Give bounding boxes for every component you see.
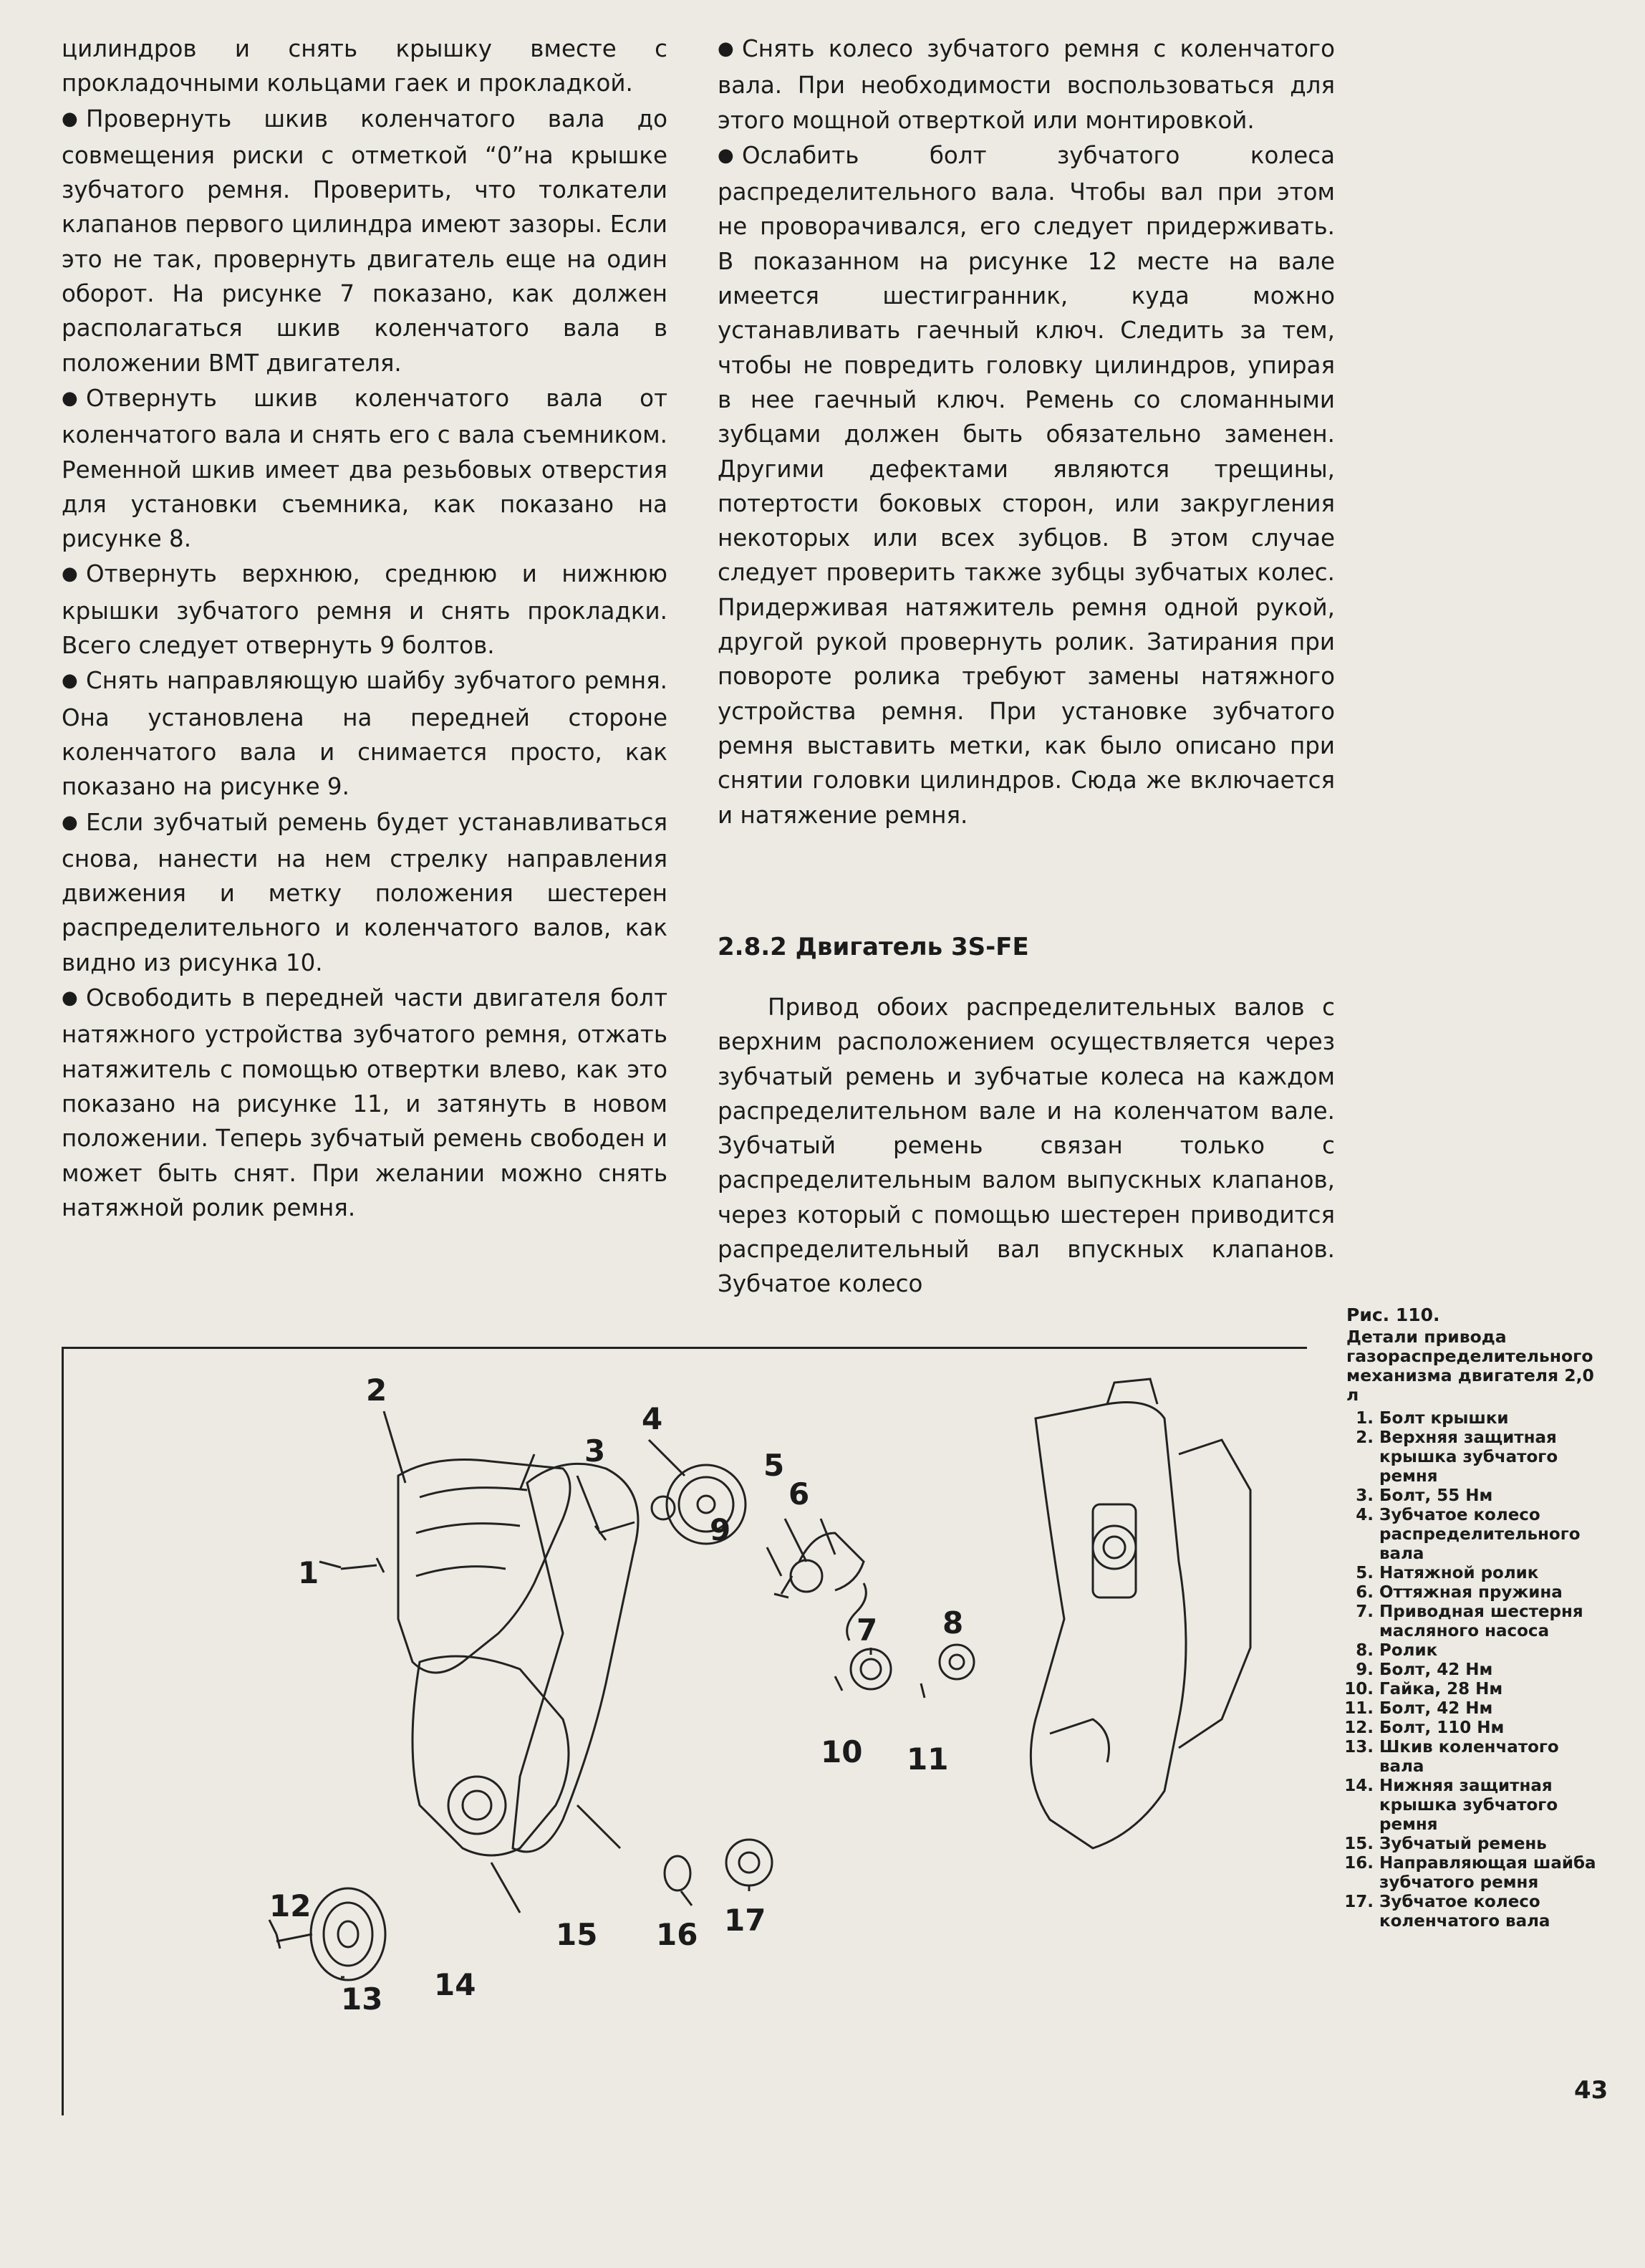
- legend-item: 11. Болт, 42 Нм: [1379, 1699, 1604, 1719]
- callout-17: 17: [724, 1903, 766, 1938]
- bullet-icon: [718, 138, 742, 175]
- page-number: 43: [1574, 2076, 1608, 2105]
- figure-caption: [1346, 1305, 1604, 1931]
- legend-item: 13. Шкив коленчатого вала: [1379, 1738, 1604, 1777]
- section-body: [718, 990, 1335, 1302]
- paragraph-text: Снять направляющую шайбу зубчатого ремня. Она установлена на передней стороне коленчатого вала и снимается просто, как показано на рисунке 9.: [62, 667, 667, 801]
- legend-item: 8. Ролик: [1379, 1641, 1604, 1661]
- left-text-column: [62, 32, 667, 1226]
- callout-5: 5: [763, 1448, 785, 1483]
- legend-item: 7. Приводная шестерня масляного насоса: [1379, 1603, 1604, 1641]
- paragraph: [62, 102, 667, 380]
- bullet-icon: [62, 381, 86, 418]
- bullet-icon: [62, 663, 86, 700]
- legend-item: 16. Направляющая шайба зубчатого ремня: [1379, 1854, 1604, 1893]
- callout-6: 6: [788, 1476, 810, 1512]
- callout-1: 1: [298, 1555, 319, 1590]
- bullet-icon: [62, 102, 86, 138]
- figure-drawing: [62, 1347, 1336, 2120]
- section-heading: 2.8.2 Двигатель 3S-FE: [718, 933, 1029, 961]
- callout-12: 12: [269, 1888, 312, 1923]
- paragraph-text: Освободить в передней части двигателя болт натяжного устройства зубчатого ремня, отжать натяжитель с помощью отвертки влево, как это показано на рисунке 11, и затянуть в новом положении. Теперь зубчатый ремень свободен и может быть снят. При желании можно снять натяжной ролик ремня.: [62, 984, 668, 1221]
- belt-drawing: [513, 1464, 638, 1852]
- oil-pump-gear-drawing: [851, 1649, 891, 1689]
- paragraph: [62, 981, 667, 1225]
- paragraph-text: Провернуть шкив коленчатого вала до совмещения риски с отметкой “0”на крышке зубчатого ремня. Проверить, что толкатели клапанов первого цилиндра имеют зазоры. Если это не так, провернуть двигатель еще на один оборот. На рисунке 7 показано, как должен располагаться шкив коленчатого вала в положении ВМТ двигателя.: [62, 105, 667, 377]
- callout-8: 8: [942, 1605, 964, 1640]
- legend-item: 4. Зубчатое колесо распределительного вала: [1379, 1506, 1604, 1564]
- paragraph: [62, 557, 667, 663]
- legend-item: 10. Гайка, 28 Нм: [1379, 1680, 1604, 1699]
- paragraph-text: Отвернуть верхнюю, среднюю и нижнюю крышки зубчатого ремня и снять прокладки. Всего следует отвернуть 9 болтов.: [62, 560, 667, 660]
- bullet-icon: [62, 557, 86, 593]
- legend-item: 3. Болт, 55 Нм: [1379, 1486, 1604, 1506]
- paragraph: [62, 32, 667, 101]
- callout-7: 7: [857, 1613, 878, 1648]
- paragraph: [718, 138, 1335, 832]
- paragraph-text: Ослабить болт зубчатого колеса распределительного вала. Чтобы вал при этом не проворачивался, его следует придерживать. В показанном на рисунке 12 месте на вале имеется шестигранник, куда можно устанавливать гаечный ключ. Следить за тем, чтобы не повредить головку цилиндров, упирая в нее гаечный ключ. Ремень со сломанными зубцами должен быть обязательно заменен. Другими дефектами являются трещины, потертости боковых сторон, или закругления некоторых или всех зубцов. В этом случае следует проверить также зубцы зубчатых колес. Придерживая натяжитель ремня одной рукой, другой рукой провернуть ролик. Затирания при повороте ролика требуют замены натяжного устройства ремня. При установке зубчатого ремня выставить метки, как было описано при снятии головки цилиндров. Сюда же включается и натяжение ремня.: [718, 141, 1335, 829]
- legend-item: 1. Болт крышки: [1379, 1409, 1604, 1428]
- bullet-icon: [62, 981, 86, 1017]
- paragraph: [718, 32, 1335, 138]
- callout-16: 16: [656, 1917, 698, 1952]
- callout-9: 9: [710, 1512, 731, 1547]
- callout-15: 15: [556, 1917, 598, 1952]
- legend-item: 17. Зубчатое колесо коленчатого вала: [1379, 1893, 1604, 1931]
- callout-14: 14: [434, 1967, 476, 2002]
- paragraph: [62, 381, 667, 556]
- figure-legend: [1346, 1409, 1604, 1931]
- legend-item: 9. Болт, 42 Нм: [1379, 1661, 1604, 1680]
- crank-sprocket-drawing: [726, 1840, 772, 1885]
- bullet-icon: [718, 32, 742, 68]
- legend-item: 5. Натяжной ролик: [1379, 1564, 1604, 1583]
- caption-title: Рис. 110.: [1346, 1304, 1440, 1325]
- paragraph-text: Снять колесо зубчатого ремня с коленчатого вала. При необходимости воспользоваться для этого мощной отверткой или монтировкой.: [718, 35, 1335, 134]
- bullet-icon: [62, 805, 86, 842]
- guide-washer-drawing: [665, 1856, 690, 1890]
- paragraph: [62, 663, 667, 804]
- legend-item: 6. Оттяжная пружина: [1379, 1583, 1604, 1603]
- engine-block-drawing: [1031, 1403, 1186, 1849]
- right-text-column: [718, 32, 1335, 833]
- callout-2: 2: [366, 1373, 387, 1408]
- caption-subtitle: Детали привода газораспределительного механизма двигателя 2,0 л: [1346, 1327, 1594, 1405]
- callout-3: 3: [584, 1433, 606, 1469]
- callout-11: 11: [907, 1741, 949, 1777]
- tensioner-drawing: [791, 1560, 822, 1592]
- idler-drawing: [940, 1645, 974, 1679]
- paragraph-text: цилиндров и снять крышку вместе с прокладочными кольцами гаек и прокладкой.: [62, 35, 667, 97]
- paragraph: [62, 805, 667, 980]
- callout-4: 4: [642, 1401, 663, 1436]
- callout-13: 13: [341, 1981, 383, 2017]
- legend-item: 12. Болт, 110 Нм: [1379, 1719, 1604, 1738]
- paragraph-text: Если зубчатый ремень будет устанавливаться снова, нанести на нем стрелку направления движения и метку положения шестерен распределительного и коленчатого валов, как видно из рисунка 10.: [62, 808, 667, 976]
- section-paragraph: Привод обоих распределительных валов с верхним расположением осуществляется через зубчатый ремень и зубчатые колеса на каждом распределительном вале и на коленчатом вале. Зубчатый ремень связан только с распределительным валом выпускных клапанов, через который с помощью шестерен приводится распределительный вал впускных клапанов. Зубчатое колесо: [718, 994, 1335, 1298]
- lower-cover-drawing: [413, 1656, 569, 1855]
- legend-item: 2. Верхняя защитная крышка зубчатого ремня: [1379, 1428, 1604, 1486]
- callout-10: 10: [821, 1734, 863, 1769]
- legend-item: 14. Нижняя защитная крышка зубчатого ремня: [1379, 1777, 1604, 1835]
- paragraph-text: Отвернуть шкив коленчатого вала от коленчатого вала и снять его с вала съемником. Ременной шкив имеет два резьбовых отверстия для установки съемника, как показано на рисунке 8.: [62, 384, 667, 553]
- legend-item: 15. Зубчатый ремень: [1379, 1835, 1604, 1854]
